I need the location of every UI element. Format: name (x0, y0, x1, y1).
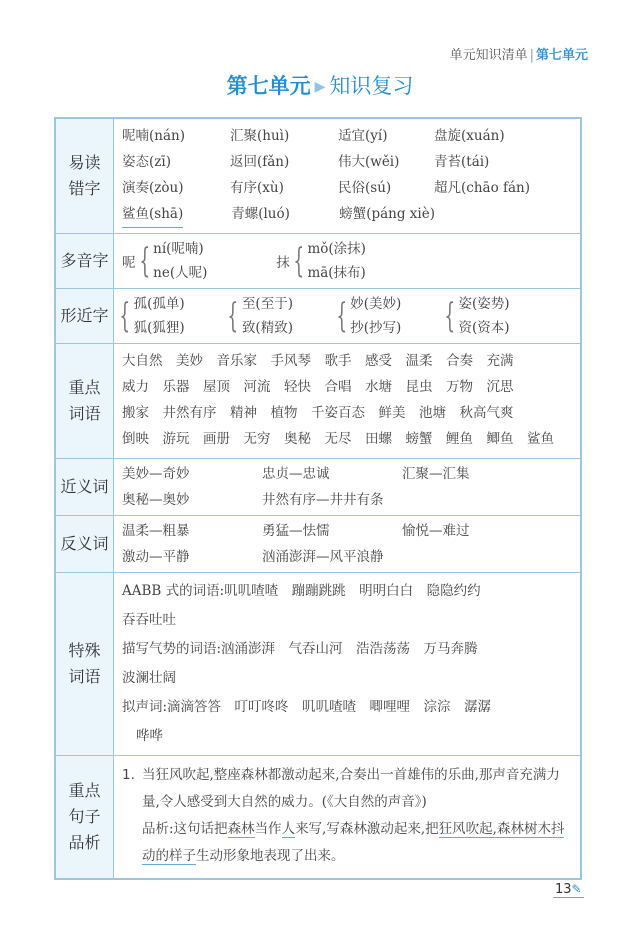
label-yidu: 易读 错字 (55, 118, 114, 234)
content-juzi: 1. 当狂风吹起,整座森林都激动起来,合奏出一首雄伟的乐曲,那声音充满力量,令人感受到大自然的威力。(《大自然的声音》) 品析:这句话把森林当作人来写,写森林激动起来,把狂风吹起,森林树木抖动的样子生动形象地表现了出来。 (114, 756, 582, 880)
review-table (54, 117, 582, 880)
content-duoyin (114, 234, 582, 289)
section-header-tag (450, 44, 588, 63)
row-juzi (55, 756, 581, 880)
label-fanyi: 反义词 (55, 516, 114, 573)
label-teshu: 特殊 词语 (55, 573, 114, 756)
content-zhongdian: 大自然 美妙 音乐家 手风琴 歌手 感受 温柔 合奏 充满 威力 乐器 屋顶 河流 轻快 合唱 水塘 昆虫 万物 沉思 搬家 井然有序 精神 植物 千姿百态 鲜美 池塘 秋高气爽 倒映 游玩 画册 无穷 奥秘 无尽 田螺 螃蟹 鲤鱼 鲫鱼 鲨鱼 (114, 344, 582, 459)
key-sentence: 当狂风吹起,整座森林都激动起来,合奏出一首雄伟的乐曲,那声音充满力量,令人感受到大自然的威力。(《大自然的声音》) (142, 767, 560, 810)
label-jinyi: 近义词 (55, 459, 114, 516)
row-fanyi (55, 516, 581, 573)
content-fanyi: 温柔—粗暴 勇猛—怯懦 愉悦—难过 激动—平静 汹涌澎湃—风平浪静 (114, 516, 582, 573)
label-xingjin: 形近字 (55, 289, 114, 344)
label-duoyin: 多音字 (55, 234, 114, 289)
row-teshu (55, 573, 581, 756)
similar-char-group: { 姿(姿势) 资(资本) (444, 296, 510, 336)
content-jinyi: 美妙—奇妙 忠贞—忠诚 汇聚—汇集 奥秘—奥妙 井然有序—井井有条 (114, 459, 582, 516)
separator: | (529, 48, 534, 63)
title-unit: 第七单元 (226, 74, 311, 98)
row-yidu (55, 118, 581, 234)
similar-char-group: { 孤(孤单) 狐(狐狸) (119, 296, 185, 336)
polyphone-group: 抹 { mǒ(涂抹) mā(抹布) (276, 241, 366, 281)
page-number: 13✎ (555, 882, 582, 897)
unit-name: 第七单元 (535, 48, 588, 63)
label-juzi: 重点 句子 品析 (55, 756, 114, 880)
page-title (0, 70, 640, 100)
row-zhongdian (55, 344, 581, 459)
row-jinyi (55, 459, 581, 516)
row-duoyin (55, 234, 581, 289)
section-name: 单元知识清单 (449, 48, 528, 63)
title-topic: 知识复习 (329, 74, 414, 98)
content-teshu: AABB 式的词语:叽叽喳喳 蹦蹦跳跳 明明白白 隐隐约约 吞吞吐吐 描写气势的词语:汹涌澎湃 气吞山河 浩浩荡荡 万马奔腾 波澜壮阔 拟声词:滴滴答答 叮叮咚咚 叽叽喳喳 唧哩哩 淙淙 潺潺 哗哗 (114, 573, 582, 756)
content-xingjin (114, 289, 582, 344)
similar-char-group: { 妙(美妙) 抄(抄写) (336, 296, 402, 336)
similar-char-group: { 至(至于) 致(精致) (227, 296, 293, 336)
pencil-icon: ✎ (571, 882, 582, 896)
content-yidu: 呢喃(nán) 汇聚(huì) 适宜(yí) 盘旋(xuán) 姿态(zī) 返回(fǎn) 伟大(wěi) 青苔(tái) 演奏(zòu) 有序(xù) 民俗(sú) 超凡(chāo fán) 鲨鱼(shā) 青螺(luó) 螃蟹(páng xiè) (114, 118, 582, 234)
right-triangle-icon: ▶ (314, 79, 326, 95)
label-zhongdian: 重点 词语 (55, 344, 114, 459)
polyphone-group: 呢 { ní(呢喃) ne(人呢) (122, 241, 208, 281)
row-xingjin (55, 289, 581, 344)
